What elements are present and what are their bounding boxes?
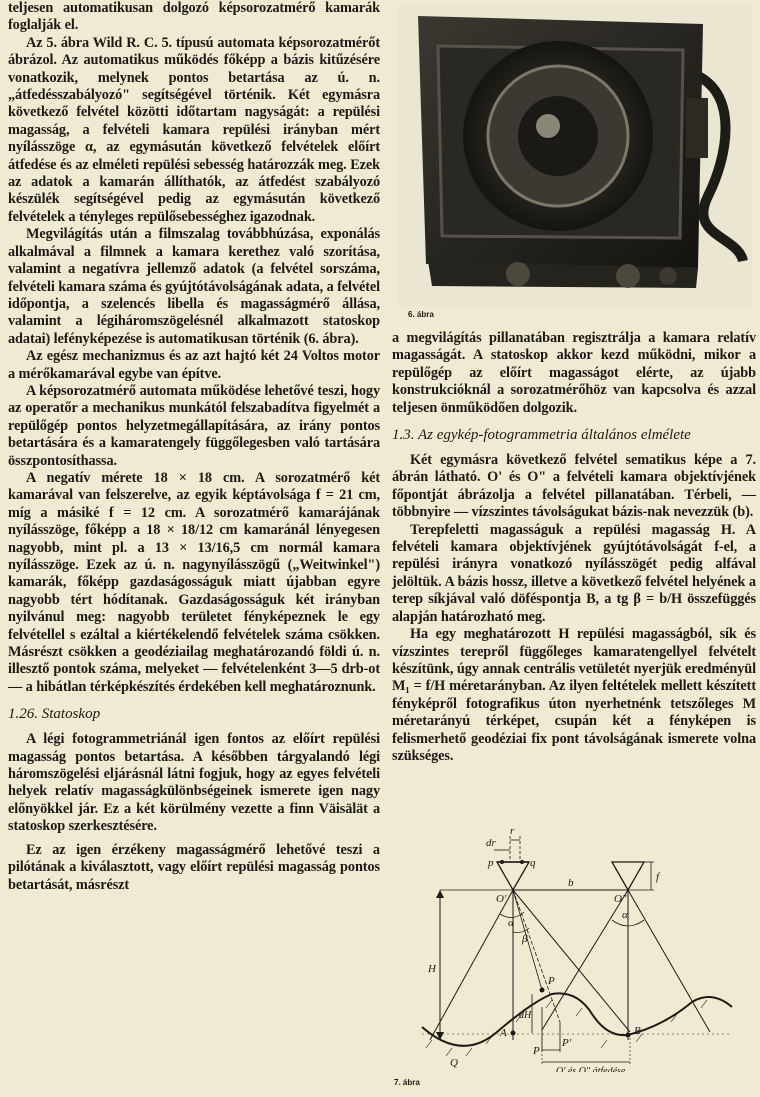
label-o2: O" bbox=[614, 893, 627, 905]
label-o1: O' bbox=[496, 893, 507, 905]
paragraph: Az 5. ábra Wild R. C. 5. típusú automata képsorozatmérőt ábrázol. Az automatikus működés főképp a bázis kitűzésére vonatkozik, melynek pontos betartása az ú. n. „átfedésszabályozó" segítségével történik. Két egymásra következő felvétel közötti időtartam nagyságát: a repülési magasság, a felvételi kamara repülési irányban mért nyílásszöge α, az egymásután következő felvételek előírt átfedése és az elméleti repülési sebesség határozzák meg. Ezek az adatok a kamarán állíthatók, az átfedést szabályozó készülék segítségével pedig az egymásután következő felvételek a tényleges repülősebességhez igazodnak. bbox=[8, 34, 380, 225]
label-p: p bbox=[488, 857, 494, 869]
label-overlap: O' és O" átfedése bbox=[556, 1066, 626, 1072]
label-Q: Q bbox=[450, 1057, 458, 1069]
label-dr: dr bbox=[486, 837, 496, 849]
label-H: H bbox=[428, 963, 436, 975]
paragraph: Az egész mechanizmus és az azt hajtó két 24 Voltos motor a mérőkamarával egybe van építve. bbox=[8, 348, 380, 382]
right-text-block bbox=[392, 330, 756, 765]
figure-7-caption: 7. ábra bbox=[394, 1078, 420, 1087]
paragraph: A légi fotogrammetriánál igen fontos az előírt repülési magasság pontos betartása. A későbben tárgyalandó légi háromszögelési eljárásnál látni fogjuk, hogy az egyes felvételi helyek relatív magasságkülönbségeinek ismerete igen nagy előnyökkel jár. Ez a két körülmény vezette a finn Väisälät a statoskop szerkesztésére. bbox=[8, 731, 380, 835]
label-r: r bbox=[510, 825, 515, 837]
paragraph: Két egymásra következő felvétel sematikus képe a 7. ábrán látható. O' és O" a felvételi kamara objektívjének főpontját ábrázolja a felvétel pillanatában. Térbeli, — többnyire — vízszintes távolságukat bázis-nak nevezzük (b). bbox=[392, 452, 756, 521]
figure-6-caption: 6. ábra bbox=[408, 310, 434, 319]
section-heading-statoskop: 1.26. Statoskop bbox=[8, 706, 101, 723]
label-P-prime: P' bbox=[562, 1037, 572, 1049]
camera-left-icon bbox=[497, 862, 529, 890]
paragraph: Megvilágítás után a filmszalag továbbhúzása, exponálás alkalmával a filmnek a kamara kerethez való szorítása, valamint a negatívra jellemző adatok (a felvétel sorszáma, felvételi kamara száma és gyújtótávolságának adata, a felvétel időpontja, a szelencés libella és magasságmérő állása, valamint a légiháromszögelésnél alkalmazott statoskop adatai) lefényképezése is automatikusan történik (6. ábra). bbox=[8, 226, 380, 347]
label-P-small: P bbox=[533, 1045, 540, 1057]
label-A: A bbox=[500, 1027, 507, 1039]
label-dH: dH bbox=[519, 1010, 532, 1021]
label-q: q bbox=[530, 857, 536, 869]
label-alpha-right: α bbox=[622, 909, 628, 921]
paragraph: Ez az igen érzékeny magasságmérő lehetővé teszi a pilótának a kiválasztott, vagy előírt repülési magasság pontos betartását, másrészt bbox=[8, 841, 380, 893]
right-column bbox=[392, 0, 756, 1087]
paragraph: Terepfeletti magasságuk a repülési magasság H. A felvételi kamara objektívjének gyújtótávolságát f-el, a repülési irányra vonatkozó nyílásszögét pedig alfával jelöltük. A bázis hossz, illetve a következő felvétel helyének a terep síkjával való döféspontja B, a tg β = b/H összefüggés alapján határozható meg. bbox=[392, 521, 756, 625]
paragraph: A negatív mérete 18 × 18 cm. A sorozatmérő két kamarával van felszerelve, az egyik képtávolsága f = 21 cm, míg a másiké f = 12 cm. A sorozatmérő kamarájának nyílásszöge, főképp a 18 × 18/12 cm kamaránál lényegesen nagyobb, mint pl. a 13 × 13/16,5 cm normál kamara nyílásszöge. Ezek az ú. n. nagynyílásszögű („Weitwinkel") kamarák, főképp gazdaságosságuk miatt újabban egyre nagyobb tért hódítanak. Gazdaságosságuk két irányban nyilvánul meg: nagyobb területet fényképeznek le egy felvétellel s ezáltal a kiértékelendő felvételek száma csökken. Másrészt csökken a geodéziailag meghatározandó földi ú. n. illesztő pontok száma, melyeket — felvételenként 3—5 drb-ot — a hibátlan térképkészítés érdekében kell meghatároznunk. bbox=[8, 469, 380, 695]
label-B: B bbox=[634, 1025, 641, 1037]
label-P: P bbox=[548, 975, 555, 987]
label-alpha-left: α bbox=[508, 917, 514, 929]
terrain-profile bbox=[422, 993, 732, 1045]
left-column bbox=[8, 0, 380, 894]
figure-7-diagram bbox=[392, 822, 756, 1072]
label-f: f bbox=[656, 871, 660, 883]
paragraph: A képsorozatmérő automata működése lehetővé teszi, hogy az operatőr a mechanikus munkától felszabadítva figyelmét a repülőgép pontos helyzetmegállapítására, az irány pontos betartására és a kamaratengely függőlegesben való tartására összpontosíthassa. bbox=[8, 382, 380, 469]
section-heading-single-image: 1.3. Az egykép-fotogrammetria általános elmélete bbox=[392, 427, 691, 444]
label-b: b bbox=[568, 877, 574, 889]
paragraph: a megvilágítás pillanatában regisztrálja a kamara relatív magasságát. A statoskop akkor kezd működni, mikor a repülőgép az előírt magasságot elérte, az újabb konstrukcióknál a sorozatmérőhöz van kapcsolva és azzal teljesen önműködően dolgozik. bbox=[392, 330, 756, 416]
paragraph: teljesen automatikusan dolgozó képsorozatmérő kamarák foglalják el. bbox=[8, 0, 380, 34]
camera-photo bbox=[398, 6, 752, 306]
camera-right-icon bbox=[612, 862, 644, 890]
label-beta: β bbox=[522, 933, 528, 945]
paragraph: Ha egy meghatározott H repülési magasságból, sík és vízszintes terepről függőleges kamaratengellyel felvételt készítünk, úgy annak centrális vetületét nyerjük eredményül M₁ = f/H méretarányban. Az ilyen feltételek mellett készített fényképről fotografikus úton nyerhetnénk tetszőleges M méretarányú térképet, csupán két a fényképen is felismerhető geodéziai fix pont távolságának ismerete volna szükséges. bbox=[392, 626, 756, 764]
camera-image bbox=[398, 6, 752, 306]
